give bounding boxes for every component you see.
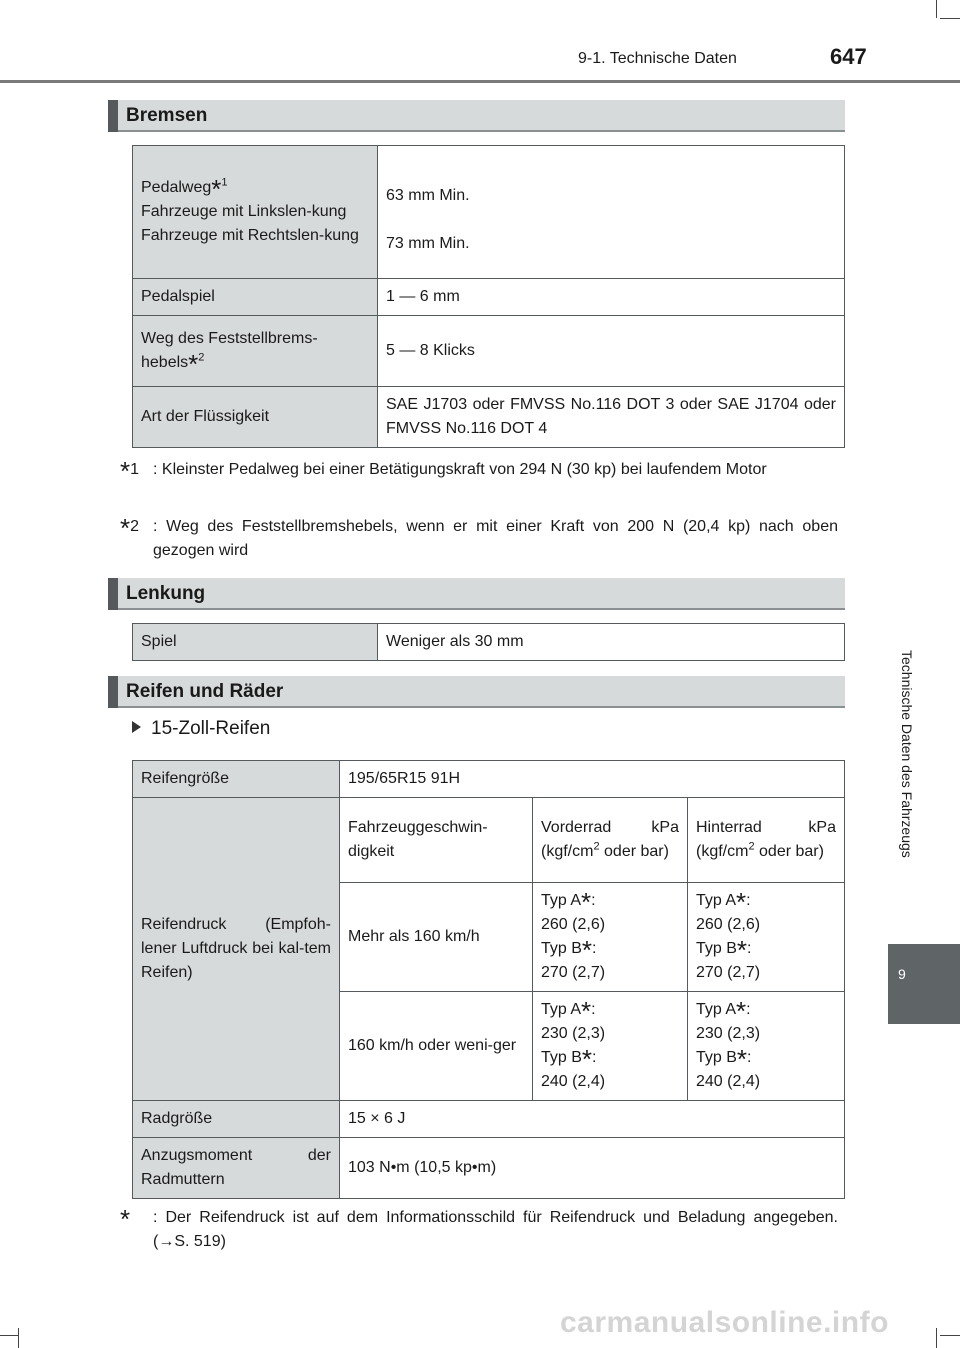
label-spiel: Spiel — [133, 624, 378, 661]
section-accent — [108, 676, 118, 708]
table-row — [133, 316, 845, 387]
label-pedalweg: Pedalweg*$^1$ Fahrzeuge mit Linkslen-kung Fahrzeuge mit Rechtslen-kung — [133, 146, 378, 279]
value-reifengroesse: 195/65R15 91H — [340, 761, 845, 798]
subheading-15-zoll: 15-Zoll-Reifen — [132, 718, 270, 740]
table-row — [133, 279, 845, 316]
table-row — [133, 798, 845, 883]
crop-mark — [0, 1335, 18, 1336]
rear-pressure-row-2: Typ A*: 230 (2,3) Typ B*: 240 (2,4) — [688, 992, 845, 1101]
side-chapter-number: 9 — [898, 966, 906, 982]
front-pressure-row-1: Typ A*: 260 (2,6) Typ B*: 270 (2,7) — [533, 883, 688, 992]
value-pedalspiel: 1 — 6 mm — [378, 279, 845, 316]
value-fluessigkeit: SAE J1703 oder FMVSS No.116 DOT 3 oder SAE J1704 oder FMVSS No.116 DOT 4 — [378, 387, 845, 448]
asterisk-icon: * — [120, 456, 131, 486]
asterisk-icon: * — [581, 935, 593, 965]
page-number: 647 — [830, 44, 867, 69]
crop-mark — [936, 1328, 937, 1348]
asterisk-icon: * — [211, 174, 222, 204]
table-row — [133, 1138, 845, 1199]
front-pressure-row-2: Typ A*: 230 (2,3) Typ B*: 240 (2,4) — [533, 992, 688, 1101]
speed-row-1: Mehr als 160 km/h — [340, 883, 533, 992]
asterisk-icon: * — [581, 887, 592, 917]
header-hinterrad: Hinterrad kPa ($kgf/cm^2$ oder bar) — [688, 798, 845, 883]
triangle-arrow-icon — [132, 721, 141, 733]
table-row — [133, 1101, 845, 1138]
value-anzugsmoment: 103 N•m (10,5 kp•m) — [340, 1138, 845, 1199]
value-linkslenkung: 63 mm Min. — [386, 187, 470, 204]
side-chapter-label: Technische Daten des Fahrzeugs — [899, 650, 915, 858]
value-rechtslenkung: 73 mm Min. — [386, 235, 470, 252]
section-bar-reifen — [108, 676, 845, 708]
label-reifengroesse: Reifengröße — [133, 761, 340, 798]
asterisk-icon: * — [736, 1044, 748, 1074]
table-lenkung — [132, 623, 845, 661]
speed-row-2: 160 km/h oder weni-ger — [340, 992, 533, 1101]
value-spiel: Weniger als 30 mm — [378, 624, 845, 661]
section-accent — [108, 578, 118, 610]
asterisk-icon: * — [736, 996, 747, 1026]
crop-mark — [18, 1328, 19, 1348]
asterisk-icon: * — [736, 887, 747, 917]
value-pedalweg — [378, 146, 845, 279]
section-title-bremsen: Bremsen — [126, 105, 208, 126]
footnote-1: *1 : Kleinster Pedalweg bei einer Betätigungskraft von 294 N (30 kp) bei laufendem Motor — [120, 456, 767, 486]
label-feststellbremshebel: Weg des Feststellbrems- hebels*$^2$ — [133, 316, 378, 387]
table-bremsen — [132, 145, 845, 448]
label-radgroesse: Radgröße — [133, 1101, 340, 1138]
table-row — [133, 761, 845, 798]
section-bar-lenkung — [108, 578, 845, 610]
label-fluessigkeit: Art der Flüssigkeit — [133, 387, 378, 448]
header-vorderrad: Vorderrad kPa ($kgf/cm^2$ oder bar) — [533, 798, 688, 883]
side-chapter-tab[interactable] — [888, 944, 960, 1024]
asterisk-icon: * — [120, 1204, 131, 1234]
label-pedalspiel: Pedalspiel — [133, 279, 378, 316]
section-bar-bremsen — [108, 100, 845, 132]
table-row — [133, 387, 845, 448]
section-accent — [108, 100, 118, 132]
section-title-lenkung: Lenkung — [126, 583, 206, 604]
label-linkslenkung: Fahrzeuge mit Linkslen-kung — [141, 203, 347, 220]
header-geschwindigkeit: Fahrzeuggeschwin-digkeit — [340, 798, 533, 883]
label-reifendruck: Reifendruck (Empfoh-lener Luftdruck bei kal-tem Reifen) — [133, 798, 340, 1101]
footnote-2: *2 : Weg des Feststellbremshebels, wenn er mit einer Kraft von 200 N (20,4 kp) nach oben gezogen wird — [120, 513, 838, 559]
asterisk-icon: * — [120, 513, 131, 543]
table-reifen — [132, 760, 845, 1199]
asterisk-icon: * — [581, 996, 592, 1026]
rear-pressure-row-1: Typ A*: 260 (2,6) Typ B*: 270 (2,7) — [688, 883, 845, 992]
value-radgroesse: 15 × 6 J — [340, 1101, 845, 1138]
header-section-title: 9-1. Technische Daten — [578, 50, 737, 67]
watermark: carmanualsonline.info — [560, 1306, 889, 1339]
crop-mark — [940, 18, 960, 19]
crop-mark — [940, 1335, 960, 1336]
table-row — [133, 624, 845, 661]
footnote-reifendruck: * : Der Reifendruck ist auf dem Informationsschild für Reifendruck und Beladung angegeben. (→S. 519) — [120, 1204, 838, 1250]
crop-mark — [936, 0, 937, 18]
asterisk-icon: * — [581, 1044, 593, 1074]
table-row — [133, 146, 845, 279]
asterisk-icon: * — [188, 349, 199, 379]
label-rechtslenkung: Fahrzeuge mit Rechtslen-kung — [141, 227, 359, 244]
asterisk-icon: * — [736, 935, 748, 965]
label-anzugsmoment: Anzugsmoment der Radmuttern — [133, 1138, 340, 1199]
value-feststellbremshebel: 5 — 8 Klicks — [378, 316, 845, 387]
header-rule — [0, 80, 960, 83]
section-title-reifen: Reifen und Räder — [126, 681, 284, 702]
